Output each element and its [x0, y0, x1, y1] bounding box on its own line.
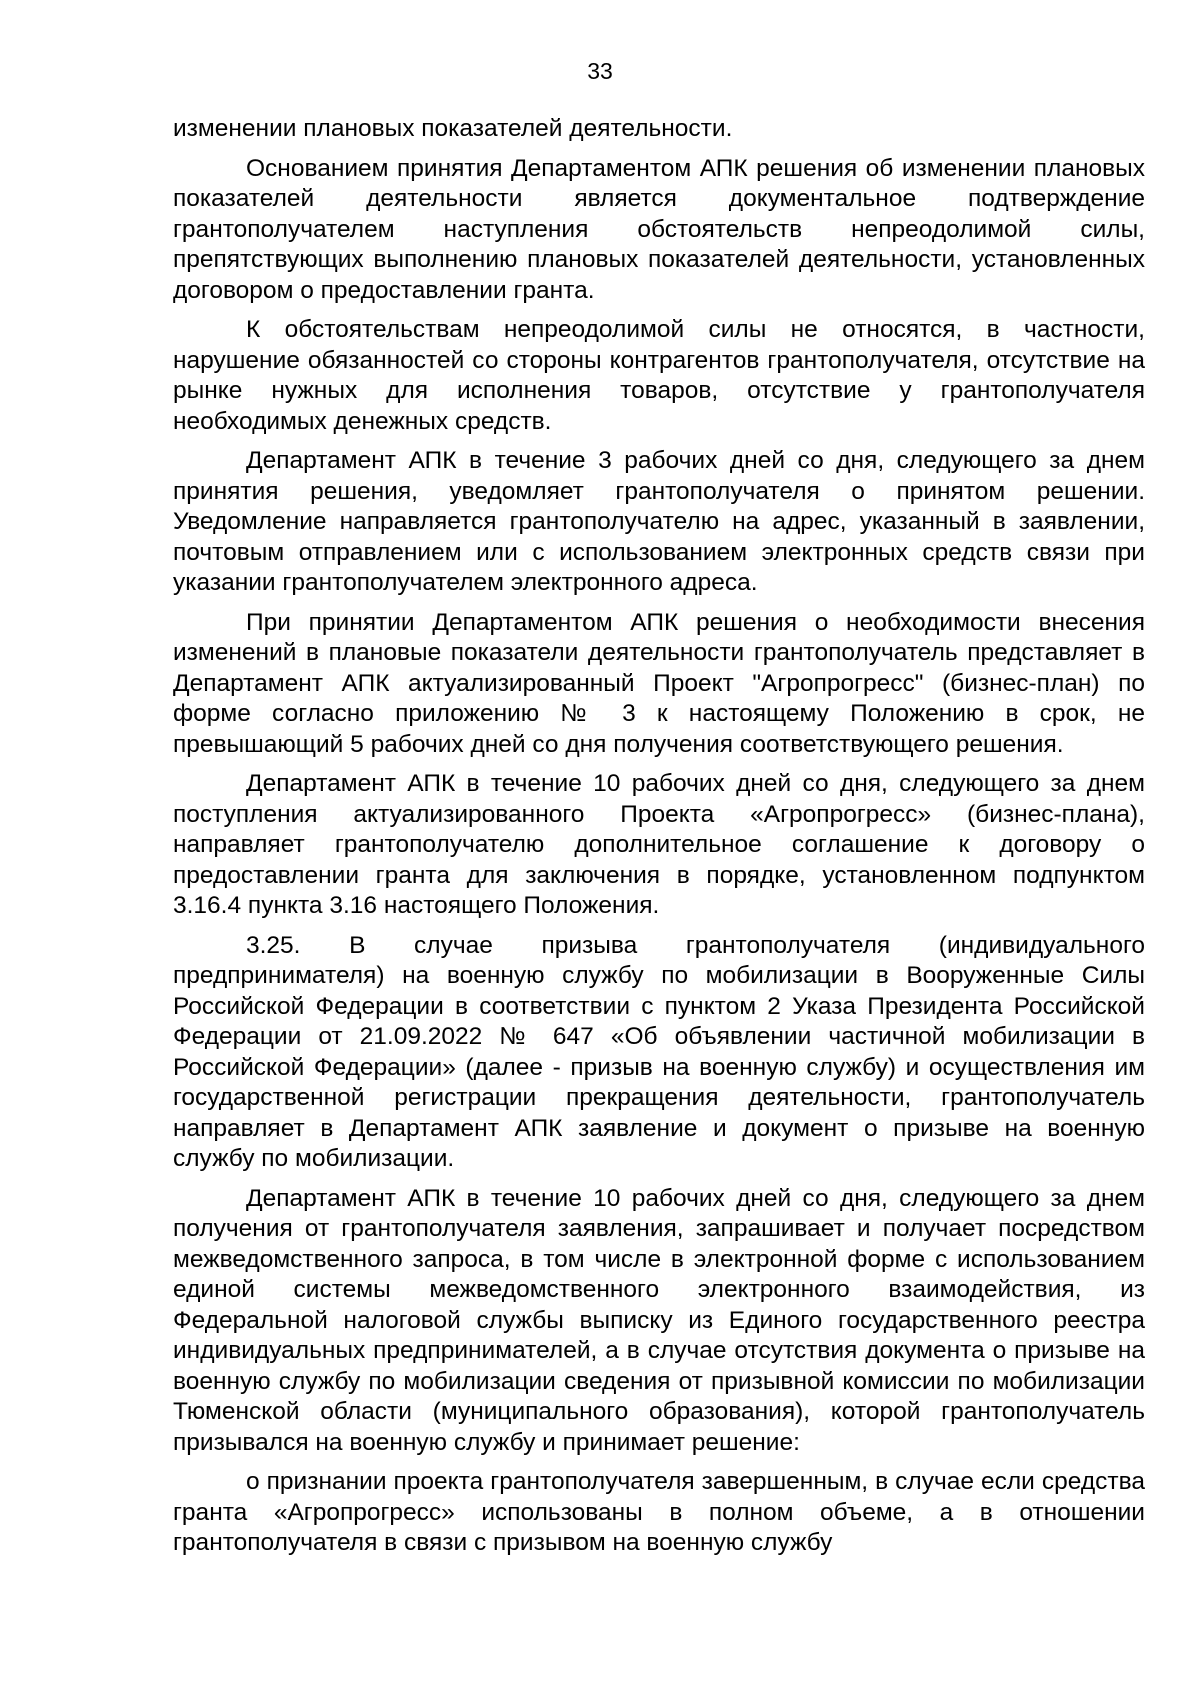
paragraph-section-3-25: 3.25. В случае призыва грантополучателя (индивидуального предпринимателя) на военную службу по мобилизации в Вооруженные Силы Российской Федерации в соответствии с пунктом 2 Указа Президента Российской Федерации от 21.09.2022 № 647 «Об объявлении частичной мобилизации в Российской Федерации» (далее - призыв на военную службу) и осуществления им государственной регистрации прекращения деятельности, грантополучатель направляет в Департамент АПК заявление и документ о призыве на военную службу по мобилизации.: [173, 931, 1145, 1172]
paragraph: Основанием принятия Департаментом АПК решения об изменении плановых показателей деятельности является документальное подтверждение грантополучателем наступления обстоятельств непреодолимой силы, препятствующих выполнению плановых показателей деятельности, установленных договором о предоставлении гранта.: [173, 154, 1145, 304]
paragraph: При принятии Департаментом АПК решения о необходимости внесения изменений в плановые показатели деятельности грантополучатель представляет в Департамент АПК актуализированный Проект "Агропрогресс" (бизнес-план) по форме согласно приложению № 3 к настоящему Положению в срок, не превышающий 5 рабочих дней со дня получения соответствующего решения.: [173, 608, 1145, 758]
paragraph: Департамент АПК в течение 3 рабочих дней со дня, следующего за днем принятия решения, уведомляет грантополучателя о принятом решении. Уведомление направляется грантополучателю на адрес, указанный в заявлении, почтовым отправлением или с использованием электронных средств связи при указании грантополучателем электронного адреса.: [173, 447, 1145, 596]
paragraph: К обстоятельствам непреодолимой силы не относятся, в частности, нарушение обязанностей со стороны контрагентов грантополучателя, отсутствие на рынке нужных для исполнения товаров, отсутствие у грантополучателя необходимых денежных средств.: [173, 316, 1145, 435]
paragraph: Департамент АПК в течение 10 рабочих дней со дня, следующего за днем поступления актуализированного Проекта «Агропрогресс» (бизнес-плана), направляет грантополучателю дополнительное соглашение к договору о предоставлении гранта для заключения в порядке, установленном подпунктом 3.16.4 пункта 3.16 настоящего Положения.: [173, 770, 1145, 919]
paragraph: Департамент АПК в течение 10 рабочих дней со дня, следующего за днем получения от грантополучателя заявления, запрашивает и получает посредством межведомственного запроса, в том числе в электронной форме с использованием единой системы межведомственного электронного взаимодействия, из Федеральной налоговой службы выписку из Единого государственного реестра индивидуальных предпринимателей, а в случае отсутствия документа о призыве на военную службу по мобилизации сведения от призывной комиссии по мобилизации Тюменской области (муниципального образования), которой грантополучатель призывался на военную службу и принимает решение:: [173, 1184, 1145, 1456]
paragraph: изменении плановых показателей деятельности.: [173, 115, 733, 142]
page-number: 33: [587, 58, 613, 84]
document-body: [173, 114, 1145, 1559]
paragraph: о признании проекта грантополучателя завершенным, в случае если средства гранта «Агропрогресс» использованы в полном объеме, а в отношении грантополучателя в связи с призывом на военную службу: [173, 1468, 1145, 1556]
